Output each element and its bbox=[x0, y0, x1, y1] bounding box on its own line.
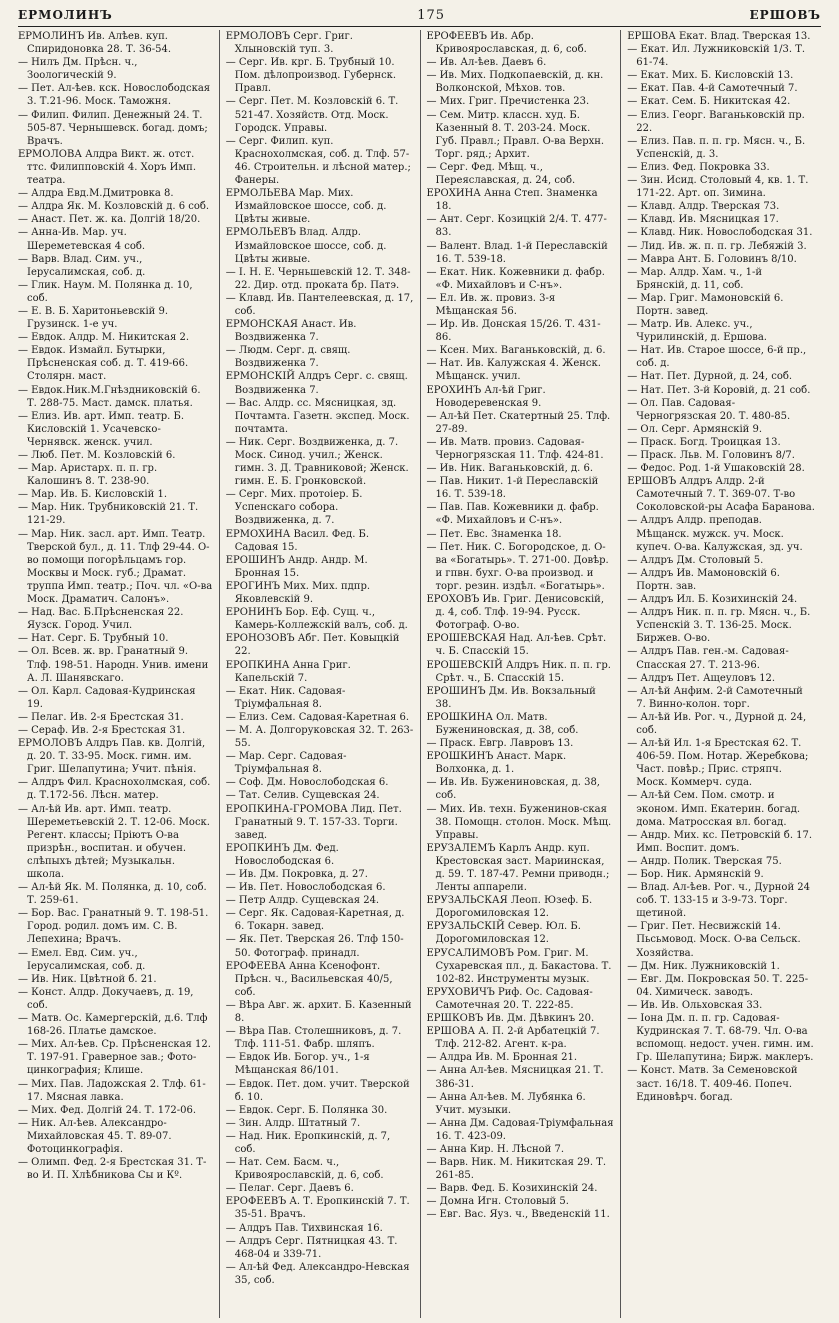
directory-entry: ЕРОШЕВСКІЙ Алдръ Ник. п. п. гр. Срѣт. ч., Б. Спасскій 15. bbox=[426, 659, 611, 684]
directory-entry: ЕРШОВА Екат. Влад. Тверская 13. bbox=[627, 31, 811, 42]
directory-entry: — Мар. Ив. Б. Кисловскій 1. bbox=[18, 489, 167, 501]
directory-entry: — Серг. Ив. крг. Б. Трубный 10. Пом. дѣлопроизвод. Губернск. Правл. bbox=[225, 57, 397, 95]
directory-entry: — Мар. Ник. засл. арт. Имп. Театр. Тверской бул., д. 11. Тлф 29-44. О-во помощи погорѣльцамъ гор. Москвы и Моск. губ.; Драмат. труппа Имп. театр.; Поч. чл. «О-ва Моск. Драматич. Салонъ». bbox=[18, 528, 213, 606]
directory-entry: — Алдръ Пав. Тихвинская 16. bbox=[225, 1222, 383, 1234]
directory-entry: ЕРМОЛИНЪ Ив. Алѣев. куп. Спиридоновка 28. Т. 36-54. bbox=[18, 31, 172, 56]
directory-entry: — Анна Дм. Садовая-Тріумфальная 16. Т. 423-09. bbox=[426, 1117, 614, 1142]
directory-entry: — Евдок Ив. Богор. уч., 1-я Мѣщанская 86/101. bbox=[225, 1052, 370, 1077]
directory-entry: — Варв. Ник. М. Никитская 29. Т. 261-85. bbox=[426, 1157, 607, 1182]
directory-entry: — Ол. Всев. ж. вр. Гранатный 9. Тлф. 198-51. Народн. Унив. имени А. Л. Шанявскаго. bbox=[18, 646, 209, 684]
directory-entry: — Влад. Ал-ѣев. Рог. ч., Дурной 24 соб. Т. 133-15 и 3-9-73. Торг. щетиной. bbox=[627, 882, 811, 920]
directory-entry: — Евг. Дм. Покровская 50. Т. 225-04. Химическ. заводъ. bbox=[627, 973, 809, 998]
directory-entry: — Соф. Дм. Новослободская 6. bbox=[225, 777, 389, 789]
directory-entry: ЕРМОЛЬЕВА Мар. Мих. Измайловское шоссе, соб. д. Цвѣты живые. bbox=[225, 188, 387, 226]
directory-entry: — Мих. Ал-ѣев. Ср. Прѣсненская 12. Т. 197-91. Граверное зав.; Фото-цинкография; Клише. bbox=[18, 1039, 211, 1077]
column-1 bbox=[18, 30, 219, 1318]
directory-entry: — Нат. Серг. Б. Трубный 10. bbox=[18, 633, 169, 645]
directory-entry: — Серг. Пет. М. Козловскій 6. Т. 521-47. Хозяйств. Отд. Моск. Городск. Управы. bbox=[225, 96, 399, 134]
directory-entry: — Серг. Филип. куп. Краснохолмская, соб. д. Тлф. 57-46. Строительн. и лѣсной матер.; Фанеры. bbox=[225, 135, 411, 187]
directory-entry: ЕРШКОВЪ Ив. Дм. Дѣвкинъ 20. bbox=[426, 1013, 595, 1025]
directory-entry: ЕРМОЛОВЪ Алдръ Пав. кв. Долгій, д. 20. Т. 33-95. Моск. гимн. им. Григ. Шелапутина; Учит. пѣнія. bbox=[18, 738, 206, 776]
directory-entry: — Елиз. Сем. Садовая-Каретная 6. bbox=[225, 711, 410, 723]
directory-entry: — Конст. Матв. За Семеновской заст. 16/18. Т. 409-46. Попеч. Единовѣрч. богад. bbox=[627, 1065, 798, 1103]
directory-entry: — Сем. Митр. классн. худ. Б. Казенный 8. Т. 203-24. Моск. Губ. Правл.; Правл. О-ва Верхн. Торг. ряд.; Архит. bbox=[426, 109, 605, 160]
directory-entry: — Алдра Евд.М.Дмитровка 8. bbox=[18, 188, 174, 200]
directory-entry: — Алдръ Пав. ген.-м. Садовая-Спасская 27. Т. 213-96. bbox=[627, 646, 789, 671]
directory-entry: ЕРМОНСКАЯ Анаст. Ив. Воздвиженка 7. bbox=[225, 319, 357, 344]
directory-entry: — Ив. Ив. Бужениновская, д. 38, соб. bbox=[426, 777, 600, 802]
directory-entry: ЕРУХОВИЧЪ Риф. Ос. Садовая-Самотечная 20. Т. 222-85. bbox=[426, 986, 593, 1011]
directory-entry: — Мих. Ив. техн. Буженинов-ская 38. Помощн. столон. Моск. Мѣщ. Управы. bbox=[426, 803, 612, 841]
column-3 bbox=[420, 30, 621, 1318]
directory-entry: — Алдръ Ил. Б. Козихинскій 24. bbox=[627, 594, 798, 606]
directory-entry: — Елиз. Ив. арт. Имп. театр. Б. Кисловскій 1. Усачевско-Чернявск. женск. учил. bbox=[18, 410, 185, 448]
directory-entry: — Ив. Ник. Ваганьковскій, д. 6. bbox=[426, 463, 594, 475]
directory-entry: — Клавд. Алдр. Тверская 73. bbox=[627, 201, 780, 213]
directory-entry: — Ал-ѣй Ив. Рог. ч., Дурной д. 24, соб. bbox=[627, 711, 807, 736]
directory-entry: — Зин. Исид. Столовый 4, кв. 1. Т. 171-22. Арт. оп. Зимина. bbox=[627, 175, 809, 200]
directory-entry: ЕРШОВА А. П. 2-й Арбатецкій 7. Тлф. 212-82. Агент. к-ра. bbox=[426, 1026, 600, 1051]
directory-entry: — Мар. Григ. Мамоновскій 6. Портн. завед. bbox=[627, 292, 784, 317]
directory-entry: — Пав. Пав. Кожевники д. фабр. «Ф. Михайловъ и С-нъ». bbox=[426, 502, 599, 527]
directory-entry: ЕРМОЛОВЪ Серг. Григ. Хлыновскій туп. 3. bbox=[225, 31, 353, 56]
directory-entry: — Пет. Ал-ѣев. кск. Новослободская 3. Т.21-96. Моск. Таможня. bbox=[18, 83, 211, 108]
directory-entry: — Пет. Евс. Знаменка 18. bbox=[426, 528, 562, 540]
directory-entry: — Мих. Григ. Пречистенка 23. bbox=[426, 96, 590, 108]
directory-entry: — Ив. Ал-ѣев. Даевъ 6. bbox=[426, 57, 547, 69]
directory-entry: — Праск. Евгр. Лавровъ 13. bbox=[426, 738, 574, 750]
directory-entry: — Бор. Ник. Армянскій 9. bbox=[627, 869, 764, 880]
directory-entry: — Клавд. Ив. Мясницкая 17. bbox=[627, 214, 779, 226]
directory-entry: — Евдок. Алдр. М. Никитская 2. bbox=[18, 332, 190, 344]
directory-entry: — Ал-ѣй Як. М. Полянка, д. 10, соб. Т. 259-61. bbox=[18, 882, 207, 907]
directory-columns bbox=[18, 30, 821, 1318]
directory-entry: — Валент. Влад. 1-й Переславскій 16. Т. 539-18. bbox=[426, 240, 608, 265]
directory-entry: — Григ. Пет. Несвижскій 14. Пьсьмовод. Моск. О-ва Сельск. Хозяйства. bbox=[627, 921, 801, 959]
directory-entry: ЕРОХОВЪ Ив. Григ. Денисовскій, д. 4, соб. Тлф. 19-94. Русск. Фотограф. О-во. bbox=[426, 594, 605, 632]
directory-entry: ЕРОНИНЪ Бор. Еф. Сущ. ч., Камерь-Коллежскій валъ, соб. д. bbox=[225, 607, 408, 632]
directory-entry: — Мар. Аристарх. п. п. гр. Калошинъ 8. Т. 238-90. bbox=[18, 463, 158, 488]
directory-entry: — Праск. Богд. Троицкая 13. bbox=[627, 436, 781, 448]
directory-entry: — Екат. Ник. Кожевники д. фабр. «Ф. Михайловъ и С-нъ». bbox=[426, 266, 605, 291]
directory-entry: — Филип. Филип. Денежный 24. Т. 505-87. Чернышевск. богад. домъ; Врачъ. bbox=[18, 109, 208, 147]
directory-entry: — Вѣра Пав. Столешниковъ, д. 7. Тлф. 111-51. Фабр. шляпъ. bbox=[225, 1026, 402, 1051]
directory-entry: — Анаст. Пет. ж. ка. Долгій 18/20. bbox=[18, 214, 201, 226]
directory-entry: — Ол. Карл. Садовая-Кудринская 19. bbox=[18, 685, 196, 710]
directory-entry: — Алдръ Фил. Краснохолмская, соб. д. Т.172-56. Лѣсн. матер. bbox=[18, 777, 211, 802]
directory-entry: — Ел. Ив. ж. провиз. 3-я Мѣщанская 56. bbox=[426, 292, 556, 317]
directory-entry: — Евг. Вас. Яуз. ч., Введенскій 11. bbox=[426, 1209, 610, 1221]
directory-entry: — М. А. Долгоруковская 32. Т. 263-55. bbox=[225, 724, 414, 750]
directory-entry: — Нат. Пет. Дурной, д. 24, соб. bbox=[627, 371, 793, 383]
page-header bbox=[18, 8, 821, 27]
directory-entry: — Екат. Пав. 4-й Самотечный 7. bbox=[627, 83, 798, 95]
directory-entry: — Елиз. Пав. п. п. гр. Мясн. ч., Б. Успенскій, д. 3. bbox=[627, 135, 806, 160]
directory-entry: — Над. Вас. Б.Прѣсненская 22. Яузск. Город. Учил. bbox=[18, 607, 184, 632]
directory-entry: ЕРОПКИНА-ГРОМОВА Лид. Пет. Гранатный 9. Т. 157-33. Торги. завед. bbox=[225, 803, 402, 841]
directory-entry: — Ал-ѣй Ив. арт. Имп. театр. Шереметьевскій 2. Т. 12-06. Моск. Регент. классы; Пріютъ О-ва призрѣн., воспитан. и обучен. слѣпыхъ дѣтей; Музыкальн. школа. bbox=[18, 803, 210, 880]
directory-entry: — Екат. Ил. Лужниковскій 1/3. Т. 61-74. bbox=[627, 44, 806, 69]
directory-entry: ЕРУСАЛИМОВЪ Ром. Григ. М. Сухаревская пл., д. Бакастова. Т. 102-82. Инструменты музык. bbox=[426, 947, 612, 985]
directory-entry: ЕРОШКИНА Ол. Матв. Бужениновская, д. 38, соб. bbox=[426, 711, 579, 736]
directory-entry: — Мих. Фед. Долгій 24. Т. 172-06. bbox=[18, 1104, 197, 1116]
directory-entry: ЕРШОВЪ Алдръ Алдр. 2-й Самотечный 7. Т. 369-07. Т-во Соколовской-ры Асафа Баранова. bbox=[627, 476, 815, 514]
directory-entry: — Ив. Дм. Покровка, д. 27. bbox=[225, 869, 368, 880]
directory-entry: — Анна Кир. Н. Лѣсной 7. bbox=[426, 1143, 565, 1155]
directory-entry: ЕРУЗАЛЬСКАЯ Леоп. Юзеф. Б. Дорогомиловская 12. bbox=[426, 895, 593, 920]
directory-entry: — Анна Ал-ѣев. Мясницкая 21. Т. 386-31. bbox=[426, 1065, 604, 1090]
directory-entry: — Домна Игн. Столовый 5. bbox=[426, 1196, 569, 1208]
column-2 bbox=[219, 30, 420, 1318]
directory-entry: — Алдра Ив. М. Бронная 21. bbox=[426, 1052, 578, 1064]
directory-entry: — Алдръ Серг. Пятницкая 43. Т. 468-04 и 339-71. bbox=[225, 1235, 398, 1260]
directory-entry: — Екат. Мих. Б. Кисловскій 13. bbox=[627, 70, 794, 82]
directory-entry: — Ол. Пав. Садовая-Черногрязская 20. Т. 480-85. bbox=[627, 397, 791, 422]
directory-entry: — Нат. Пет. 3-й Коровій, д. 21 соб. bbox=[627, 384, 811, 396]
directory-entry: — Іона Дм. п. п. гр. Садовая-Кудринская 7. Т. 68-79. Чл. О-ва вспомощ. недост. учен. гимн. им. Гр. Шелапутина; Бирж. маклеръ. bbox=[627, 1013, 814, 1064]
directory-entry: — Зин. Алдр. Штатный 7. bbox=[225, 1117, 361, 1129]
directory-entry: ЕРОШКИНЪ Анаст. Марк. Волхонка, д. 1. bbox=[426, 751, 567, 776]
directory-entry: — Федос. Род. 1-й Ушаковскій 28. bbox=[627, 463, 805, 475]
directory-entry: — Евдок. Измайл. Бутырки, Прѣсненская соб. д. Т. 419-66. Столярн. маст. bbox=[18, 345, 189, 383]
directory-entry: ЕРОГИНЪ Мих. Мих. пдпр. Яковлевскій 9. bbox=[225, 580, 371, 606]
directory-entry: ЕРОШЕВСКАЯ Над. Ал-ѣев. Срѣт. ч. Б. Спасскій 15. bbox=[426, 633, 607, 658]
directory-entry: — Алдра Як. М. Козловскій д. 6 соб. bbox=[18, 201, 210, 213]
directory-entry: — Бор. Вас. Гранатный 9. Т. 198-51. Город. родил. домъ им. С. В. Лепехина; Врачъ. bbox=[18, 908, 209, 946]
directory-entry: — Андр. Полик. Тверская 75. bbox=[627, 855, 782, 867]
column-4 bbox=[620, 30, 821, 1318]
directory-entry: — Клавд. Ник. Новослободская 31. bbox=[627, 227, 813, 239]
directory-entry: — Ал-ѣй Сем. Пом. смотр. и эконом. Имп. Екатерин. богад. дома. Матросская вл. богад. bbox=[627, 790, 801, 828]
directory-entry: — Пав. Никит. 1-й Переславскій 16. Т. 539-18. bbox=[426, 476, 599, 501]
directory-entry: — Мар. Алдр. Хам. ч., 1-й Брянскій, д. 11, соб. bbox=[627, 266, 763, 291]
directory-entry: — Серг. Як. Садовая-Каретная, д. 6. Токарн. завед. bbox=[225, 908, 405, 933]
directory-entry: — Елиз. Георг. Ваганьковскій пр. 22. bbox=[627, 109, 805, 134]
directory-entry: — Пет. Ник. С. Богородское, д. О-ва «Богатырь». Т. 271-00. Довѣр. и гпвн. бухг. О-ва производ. и торг. резин. издѣл. «Богатырь». bbox=[426, 541, 609, 592]
directory-entry: — Як. Пет. Тверская 26. Тлф 150-50. Фотограф. принадл. bbox=[225, 934, 404, 959]
directory-entry: — Ол. Серг. Армянскій 9. bbox=[627, 423, 763, 435]
directory-entry: — Мар. Серг. Садовая-Тріумфальная 8. bbox=[225, 751, 347, 776]
directory-entry: ЕРОФЕЕВЪ Ив. Абр. Кривоярославская, д. 6, соб. bbox=[426, 31, 587, 56]
directory-entry: — Мих. Пав. Ладожская 2. Тлф. 61-17. Мясная лавка. bbox=[18, 1078, 206, 1103]
directory-entry: ЕРОПКИНЪ Дм. Фед. Новослободская 6. bbox=[225, 842, 339, 867]
directory-entry: ЕРОХИНА Анна Степ. Знаменка 18. bbox=[426, 188, 598, 213]
directory-entry: — Клавд. Ив. Пантелеевская, д. 17, соб. bbox=[225, 292, 414, 317]
directory-entry: — Сераф. Ив. 2-я Брестская 31. bbox=[18, 724, 186, 736]
directory-entry: ЕРОФЕЕВЪ А. Т. Еропкинскій 7. Т. 35-51. Врачъ. bbox=[225, 1196, 410, 1221]
directory-entry: — Пелаг. Серг. Даевъ 6. bbox=[225, 1183, 354, 1195]
directory-entry: — Ксен. Мих. Ваганьковскій, д. 6. bbox=[426, 345, 606, 357]
directory-entry: — Алдръ Пет. Ащеуловъ 12. bbox=[627, 672, 776, 684]
directory-entry: — Евдок. Пет. дом. учит. Тверской б. 10. bbox=[225, 1078, 410, 1103]
directory-entry: — Ив. Ив. Ольховская 33. bbox=[627, 999, 763, 1011]
directory-entry: ЕРМОЛОВА Алдра Викт. ж. отст. ттс. Филипповскій 4. Хоръ Имп. театра. bbox=[18, 148, 197, 187]
directory-entry: — Праск. Льв. М. Головинъ 8/7. bbox=[627, 450, 795, 461]
directory-entry: — Серг. Мих. протоіер. Б. Успенскаго собора. Воздвиженка, д. 7. bbox=[225, 489, 363, 527]
directory-entry: — Вѣра Авг. ж. архит. Б. Казенный 8. bbox=[225, 999, 412, 1025]
directory-entry: — Андр. Мих. кс. Петровскій б. 17. Имп. Воспит. домъ. bbox=[627, 829, 813, 854]
directory-entry: — Тат. Селив. Сущевская 24. bbox=[225, 790, 380, 802]
directory-entry: — Ал-ѣй Пет. Скатертный 25. Тлф. 27-89. bbox=[426, 410, 611, 435]
directory-entry: — Ив. Мих. Подкопаевскій, д. кн. Волконской, Мѣхов. тов. bbox=[426, 70, 604, 95]
directory-entry: — Емел. Евд. Сим. уч., Іерусалимская, соб. д. bbox=[18, 947, 146, 972]
directory-entry: ЕРОШИНЪ Андр. Андр. М. Бронная 15. bbox=[225, 554, 368, 579]
directory-entry: — Ник. Серг. Воздвиженка, д. 7. Моск. Синод. учил.; Женск. гимн. 3. Д. Травниковой; Женск. гимн. Е. Б. Гронковской. bbox=[225, 436, 409, 488]
directory-entry: — Алдръ Ив. Мамоновскій 6. Портн. зав. bbox=[627, 567, 780, 592]
directory-entry: — Нат. Ив. Калужская 4. Женск. Мѣщанск. учил. bbox=[426, 358, 601, 383]
header-left-keyword: ЕРМОЛИНЪ bbox=[18, 8, 113, 22]
directory-entry: — Варв. Влад. Сим. уч., Іерусалимская, соб. д. bbox=[18, 253, 146, 278]
directory-entry: — Ир. Ив. Донская 15/26. Т. 431-86. bbox=[426, 319, 601, 344]
directory-entry: — Конст. Алдр. Докучаевъ, д. 19, соб. bbox=[18, 986, 194, 1011]
directory-entry: — Ал-ѣй Ил. 1-я Брестская 62. Т. 406-59. Пом. Нотар. Жеребкова; Част. повѣр.; Прис. стряпч. Моск. Коммерч. суда. bbox=[627, 738, 809, 789]
directory-entry: ЕРОФЕЕВА Анна Ксенофонт. Прѣсн. ч., Васильевская 40/5, соб. bbox=[225, 960, 393, 998]
page-number: 175 bbox=[417, 8, 446, 23]
directory-entry: — Лид. Ив. ж. п. п. гр. Лебяжій 3. bbox=[627, 240, 807, 252]
directory-entry: — Ал-ѣй Анфим. 2-й Самотечный 7. Винно-колон. торг. bbox=[627, 685, 803, 710]
directory-entry: — Матв. Ос. Камергерскій, д.6. Тлф 168-26. Платье дамское. bbox=[18, 1013, 208, 1038]
directory-entry: — Ник. Ал-ѣев. Александро-Михайловская 45. Т. 89-07. Фотоцинкографія. bbox=[18, 1117, 172, 1155]
directory-entry: — Алдръ Ник. п. п. гр. Мясн. ч., Б. Успенскій 3. Т. 136-25. Моск. Биржев. О-во. bbox=[627, 607, 811, 645]
directory-entry: ЕРУЗАЛЕМЪ Карлъ Андр. куп. Крестовская заст. Мариинская, д. 59. Т. 187-47. Ремни приводн.; Ленты аппарели. bbox=[426, 842, 610, 894]
directory-entry: ЕРУЗАЛЬСКІЙ Север. Юл. Б. Дорогомиловская 12. bbox=[426, 921, 581, 946]
directory-entry: — Ив. Пет. Новослободская 6. bbox=[225, 882, 386, 894]
directory-entry: — Ант. Серг. Козицкій 2/4. Т. 477-83. bbox=[426, 214, 607, 239]
directory-entry: — Ив. Ник. Цвѣтной б. 21. bbox=[18, 973, 157, 985]
directory-entry: — Мавра Ант. Б. Головинъ 8/10. bbox=[627, 253, 797, 265]
directory-entry: — Над. Ник. Еропкинскій, д. 7, соб. bbox=[225, 1130, 391, 1155]
directory-entry: — Серг. Фед. Мѣщ. ч., Переяславская, д. 24, соб. bbox=[426, 161, 576, 187]
directory-entry: — Нат. Сем. Басм. ч., Кривоярославскій, д. 6, соб. bbox=[225, 1157, 384, 1182]
directory-entry: ЕРМОХИНА Васил. Фед. Б. Садовая 15. bbox=[225, 528, 370, 553]
directory-entry: — Евдок. Серг. Б. Полянка 30. bbox=[225, 1104, 388, 1116]
directory-entry: ЕРОПКИНА Анна Григ. Капельскій 7. bbox=[225, 659, 351, 684]
directory-entry: — Алдръ Дм. Столовый 5. bbox=[627, 554, 764, 566]
directory-entry: — Анна-Ив. Мар. уч. Шереметевская 4 соб. bbox=[18, 227, 146, 252]
directory-entry: — Людм. Серг. д. свящ. Воздвиженка 7. bbox=[225, 345, 351, 370]
directory-entry: ЕРМОНСКІЙ Алдръ Серг. с. свящ. Воздвиженка 7. bbox=[225, 371, 408, 396]
directory-entry: — Люб. Пет. М. Козловскій 6. bbox=[18, 450, 176, 461]
header-right-keyword: ЕРШОВЪ bbox=[749, 8, 821, 22]
directory-entry: ЕРОШИНЪ Дм. Ив. Вокзальный 38. bbox=[426, 685, 596, 710]
directory-entry: ЕРОНОЗОВЪ Абг. Пет. Ковыцкій 22. bbox=[225, 633, 400, 658]
directory-entry: — І. Н. Е. Черньшевскій 12. Т. 348-22. Дир. отд. проката бр. Патэ. bbox=[225, 266, 411, 291]
directory-entry: — Нат. Ив. Старое шоссе, 6-й пр., соб. д. bbox=[627, 345, 807, 370]
directory-entry: — Ал-ѣй Фед. Александро-Невская 35, соб. bbox=[225, 1261, 410, 1286]
directory-entry: — Евдок.Ник.М.Гнѣздниковскій 6. Т. 288-75. Маст. дамск. платья. bbox=[18, 384, 201, 409]
directory-entry: — Екат. Ник. Садовая-Тріумфальная 8. bbox=[225, 685, 346, 710]
directory-entry: — Мар. Ник. Трубниковскій 21. Т. 121-29. bbox=[18, 502, 199, 527]
directory-entry: ЕРОХИНЪ Ал-ѣй Григ. Новодеревенская 9. bbox=[426, 384, 546, 409]
directory-entry: — Глик. Наум. М. Полянка д. 10, соб. bbox=[18, 279, 193, 304]
directory-entry: — Ив. Матв. провиз. Садовая-Черногрязская 11. Тлф. 424-81. bbox=[426, 436, 604, 461]
directory-entry: — Вас. Алдр. сс. Мясницкая, зд. Почтамта. Газетн. экспед. Моск. почтамта. bbox=[225, 397, 410, 435]
directory-entry: — Нилъ Дм. Прѣсн. ч., Зоологическій 9. bbox=[18, 57, 138, 82]
directory-entry: — Анна Ал-ѣев. М. Лубянка 6. Учит. музыки. bbox=[426, 1091, 586, 1116]
directory-entry: — Дм. Ник. Лужниковскій 1. bbox=[627, 960, 780, 972]
directory-entry: — Пелаг. Ив. 2-я Брестская 31. bbox=[18, 711, 184, 723]
directory-entry: — Алдръ Алдр. преподав. Мѣщанск. мужск. уч. Моск. купеч. О-ва. Калужская, зд. уч. bbox=[627, 515, 803, 553]
directory-entry: — Екат. Сем. Б. Никитская 42. bbox=[627, 96, 791, 108]
directory-entry: — Варв. Фед. Б. Козихинскій 24. bbox=[426, 1183, 598, 1195]
directory-entry: — Петр Алдр. Сущевская 24. bbox=[225, 895, 380, 907]
directory-entry: — Матр. Ив. Алекс. уч., Чурилинскій, д. Ершова. bbox=[627, 319, 767, 344]
directory-entry: — Елиз. Фед. Покровка 33. bbox=[627, 161, 770, 173]
directory-entry: — Е. В. Б. Харитоньевскій 9. Грузинск. 1-е уч. bbox=[18, 305, 169, 331]
directory-entry: ЕРМОЛЬЕВЪ Влад. Алдр. Измайловское шоссе, соб. д. Цвѣты живые. bbox=[225, 227, 387, 265]
directory-entry: — Олимп. Фед. 2-я Брестская 31. Т-во И. П. Хлѣбникова Сы и Кº. bbox=[18, 1157, 207, 1182]
